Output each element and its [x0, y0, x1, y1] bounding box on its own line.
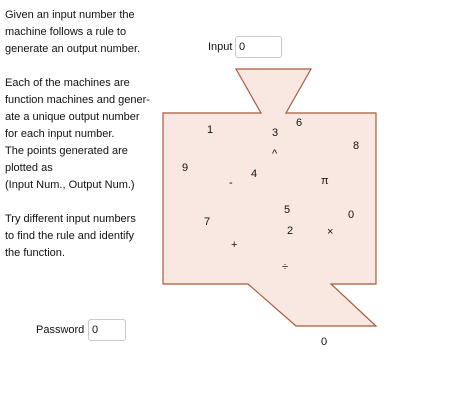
machine-symbol: 6 — [296, 117, 303, 129]
machine-symbol: 9 — [182, 162, 189, 174]
machine-symbol: 3 — [272, 127, 279, 139]
machine-symbol: π — [321, 175, 329, 187]
instructions-explanation: Each of the machines are function machines and gener- ate a unique output number for each input number. The points generated are plotted as (Input Num., Output Num.) — [5, 77, 150, 191]
machine-symbol: ÷ — [282, 261, 289, 273]
machine-body — [163, 69, 376, 326]
machine-symbol: 0 — [348, 209, 355, 221]
instructions-task: Try different input numbers to find the rule and identify the function. — [5, 213, 136, 259]
input-label: Input — [208, 41, 233, 53]
machine-symbol: 2 — [287, 225, 294, 237]
machine-symbol: 1 — [207, 124, 214, 136]
machine-symbol: ^ — [272, 148, 278, 160]
output-value: 0 — [321, 336, 328, 348]
instructions-intro: Given an input number the machine follows a rule to generate an output number. — [5, 9, 141, 55]
machine-symbol: 7 — [204, 216, 211, 228]
machine-symbol: 8 — [353, 140, 360, 152]
machine-symbol: - — [229, 177, 233, 189]
password-field[interactable] — [88, 319, 126, 341]
machine-symbol: + — [231, 239, 238, 251]
machine-symbol: 5 — [284, 204, 291, 216]
machine-symbol: × — [327, 226, 334, 238]
password-label: Password — [36, 324, 85, 336]
machine-symbol: 4 — [251, 168, 258, 180]
